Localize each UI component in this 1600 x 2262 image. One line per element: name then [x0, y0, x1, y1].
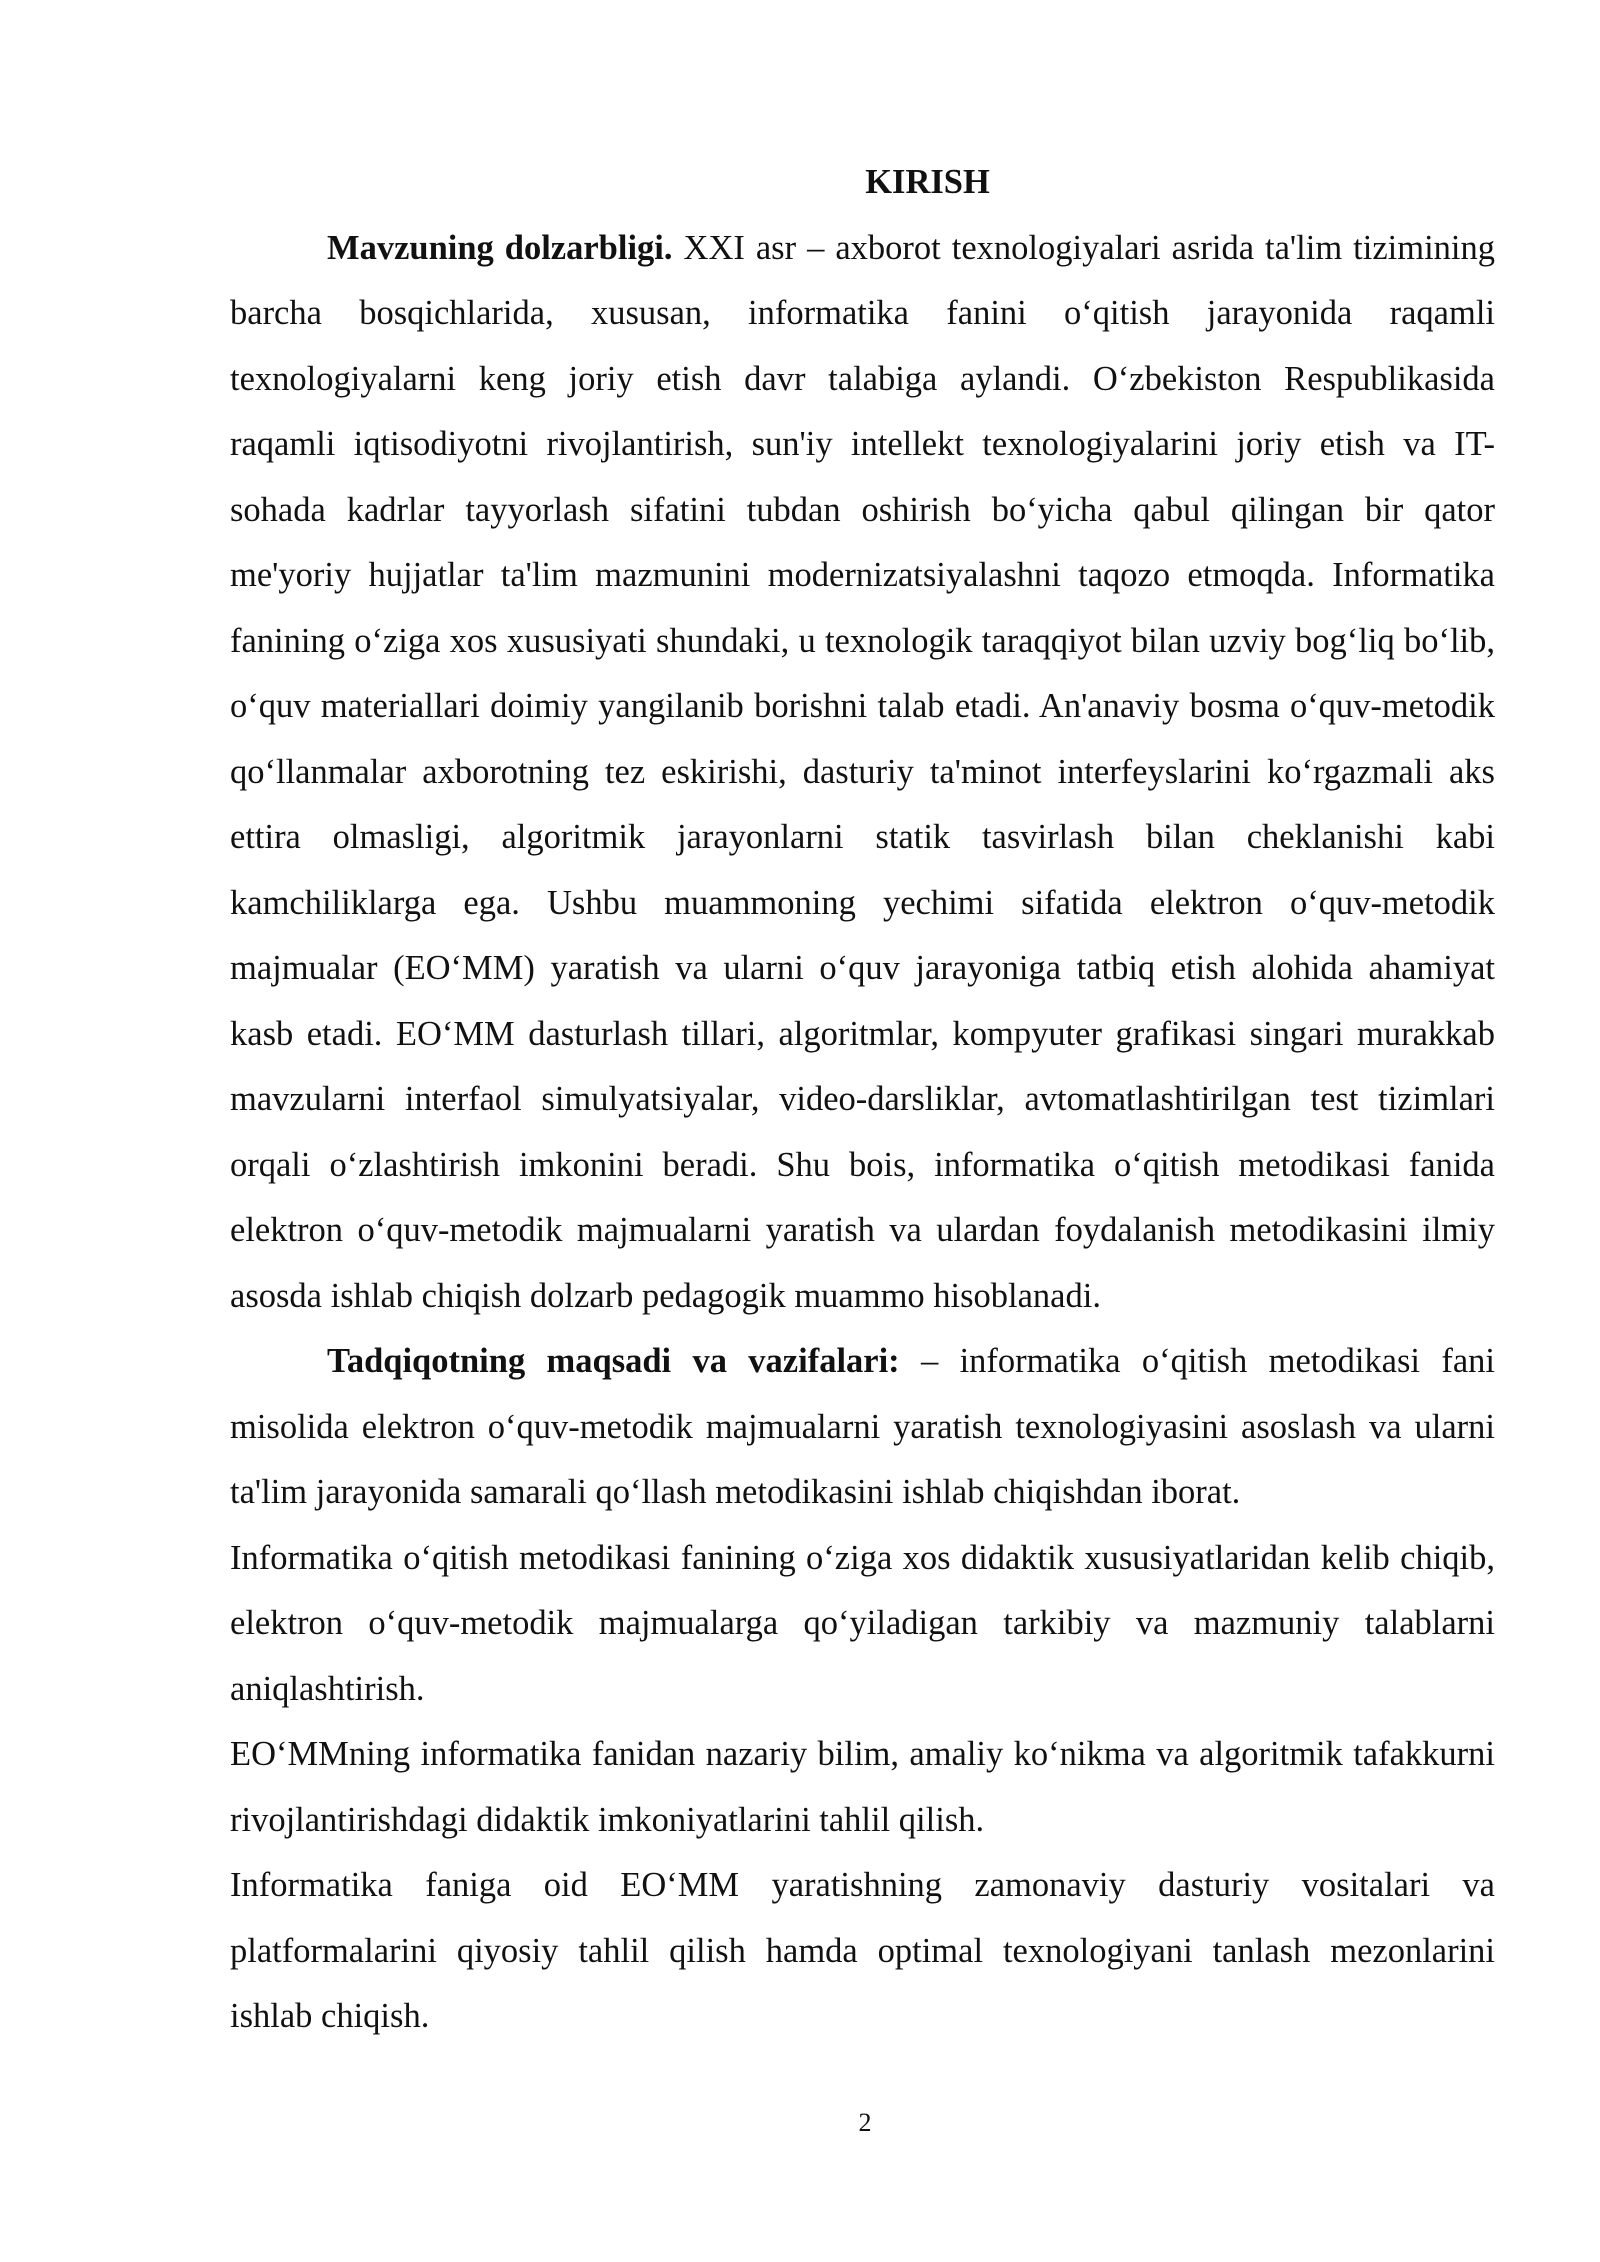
paragraph-text: XXI asr – axborot texnologiyalari asrida ta'lim tizimining barcha bosqichlarida, xususan, informatika fanini o‘qitish jarayonida raqamli texnologiyalarni keng joriy etish davr talabiga aylandi. O‘zbekiston Respublikasida raqamli iqtisodiyotni rivojlantirish, sun'iy intellekt texnologiyalarini joriy etish va IT-sohada kadrlar tayyorlash sifatini tubdan oshirish bo‘yicha qabul qilingan bir qator me'yoriy hujjatlar ta'lim mazmunini modernizatsiyalashni taqozo etmoqda. Informatika fanining o‘ziga xos xususiyati shundaki, u texnologik taraqqiyot bilan uzviy bog‘liq bo‘lib, o‘quv materiallari doimiy yangilanib borishni talab etadi. An'anaviy bosma o‘quv-metodik qo‘llanmalar axborotning tez eskirishi, dasturiy ta'minot interfeyslarini ko‘rgazmali aks ettira olmasligi, algoritmik jarayonlarni statik tasvirlash bilan cheklanishi kabi kamchiliklarga ega. Ushbu muammoning yechimi sifatida elektron o‘quv-metodik majmualar (EO‘MM) yaratish va ularni o‘quv jarayoniga tatbiq etish alohida ahamiyat kasb etadi. EO‘MM dasturlash tillari, algoritmlar, kompyuter grafikasi singari murakkab mavzularni interfaol simulyatsiyalar, video-darsliklar, avtomatlashtirilgan test tizimlari orqali o‘zlashtirish imkonini beradi. Shu bois, informatika o‘qitish metodikasi fanida elektron o‘quv-metodik majmualarni yaratish va ulardan foydalanish metodikasini ilmiy asosda ishlab chiqish dolzarb pedagogik muammo hisoblanadi.	[230, 228, 1495, 1315]
page-number: 2	[858, 2108, 872, 2137]
task-item: Informatika o‘qitish metodikasi fanining o‘ziga xos didaktik xususiyatlaridan kelib chiqib, elektron o‘quv-metodik majmualarga qo‘yiladigan tarkibiy va mazmuniy talablarni aniqlashtirish.	[230, 1538, 1495, 1708]
section-heading: KIRISH	[865, 163, 990, 201]
paragraph-text: – informatika o‘qitish metodikasi fani misolida elektron o‘quv-metodik majmualarni yaratish texnologiyasini asoslash va ularni ta'lim jarayonida samarali qo‘llash metodikasini ishlab chiqishdan iborat.	[230, 1342, 1495, 1511]
paragraph-relevance	[230, 216, 1495, 1330]
task-item: EO‘MMning informatika fanidan nazariy bilim, amaliy ko‘nikma va algoritmik tafakkurni rivojlantirishdagi didaktik imkoniyatlarini tahlil qilish.	[230, 1735, 1495, 1839]
paragraph-lead: Mavzuning dolzarbligi.	[327, 228, 673, 267]
paragraph-lead: Tadqiqotning maqsadi va vazifalari:	[327, 1342, 900, 1380]
task-item: Informatika faniga oid EO‘MM yaratishning zamonaviy dasturiy vositalari va platformalarini qiyosiy tahlil qilish hamda optimal texnologiyani tanlash mezonlarini ishlab chiqish.	[230, 1866, 1495, 2035]
paragraph-goals	[230, 1329, 1495, 1526]
document-page	[230, 150, 1495, 2050]
